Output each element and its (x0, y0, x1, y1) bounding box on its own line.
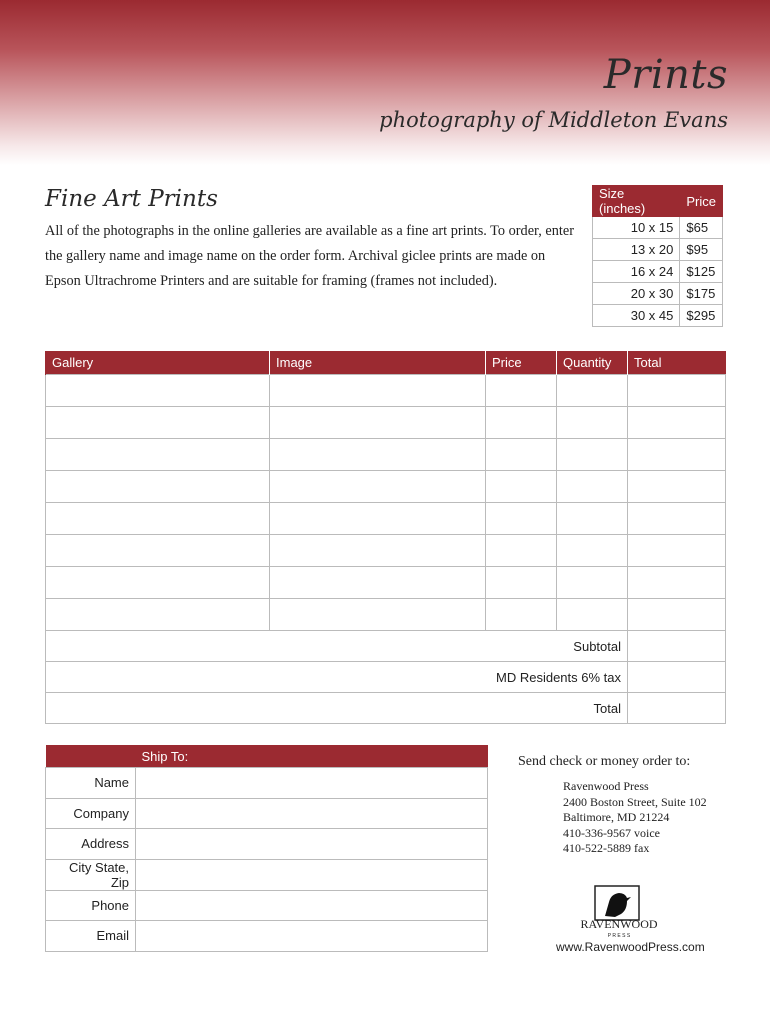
quantity-field[interactable] (557, 375, 628, 407)
page-subtitle: photography of Middleton Evans (379, 108, 728, 132)
total-field[interactable] (628, 471, 726, 503)
grand-total-field[interactable] (628, 693, 726, 724)
company-field[interactable] (136, 798, 488, 829)
price-header: Price (486, 351, 557, 375)
address-field[interactable] (136, 829, 488, 860)
order-row (46, 599, 726, 631)
total-field[interactable] (628, 503, 726, 535)
total-field[interactable] (628, 535, 726, 567)
logo-sub: P R E S S (607, 933, 631, 939)
order-row (46, 567, 726, 599)
image-field[interactable] (270, 375, 486, 407)
total-field[interactable] (628, 375, 726, 407)
total-field[interactable] (628, 567, 726, 599)
image-field[interactable] (270, 407, 486, 439)
price-field[interactable] (486, 439, 557, 471)
subtotal-field[interactable] (628, 631, 726, 662)
address-line: 410-336-9567 voice (563, 825, 660, 840)
address-line: 410-522-5889 fax (563, 841, 650, 855)
address-line: Ravenwood Press (563, 779, 649, 793)
website-link[interactable]: www.RavenwoodPress.com (556, 940, 705, 954)
total-field[interactable] (628, 439, 726, 471)
price-field[interactable] (486, 471, 557, 503)
address-label: Address (46, 829, 136, 860)
send-heading: Send check or money order to: (518, 754, 691, 769)
order-row (46, 503, 726, 535)
size-cell: 10 x 15 (593, 217, 680, 239)
email-label: Email (46, 921, 136, 952)
name-label: Name (46, 768, 136, 799)
ship-header-blank (46, 745, 136, 768)
gallery-field[interactable] (46, 375, 270, 407)
image-field[interactable] (270, 503, 486, 535)
image-field[interactable] (270, 599, 486, 631)
ship-to-table (45, 745, 488, 952)
city-state-zip-field[interactable] (136, 859, 488, 890)
price-field[interactable] (486, 407, 557, 439)
price-field[interactable] (486, 599, 557, 631)
quantity-field[interactable] (557, 599, 628, 631)
price-cell: $65 (680, 217, 723, 239)
name-field[interactable] (136, 768, 488, 799)
order-row (46, 471, 726, 503)
quantity-field[interactable] (557, 471, 628, 503)
phone-field[interactable] (136, 890, 488, 921)
section-title: Fine Art Prints (45, 186, 218, 212)
order-form-table (45, 351, 726, 724)
order-row (46, 407, 726, 439)
size-cell: 16 x 24 (593, 261, 680, 283)
price-cell: $125 (680, 261, 723, 283)
size-cell: 13 x 20 (593, 239, 680, 261)
price-field[interactable] (486, 567, 557, 599)
total-header: Total (628, 351, 726, 375)
total-label: Total (46, 693, 628, 724)
intro-text: All of the photographs in the online galleries are available as a fine art prints. To order, enter the gallery name and image name on the order form. Archival giclee prints are made on Epson Ultrachrome Printers and are suitable for framing (frames not included). (45, 223, 574, 289)
price-field[interactable] (486, 535, 557, 567)
gallery-field[interactable] (46, 503, 270, 535)
order-row (46, 439, 726, 471)
gallery-field[interactable] (46, 535, 270, 567)
gallery-header: Gallery (46, 351, 270, 375)
quantity-field[interactable] (557, 439, 628, 471)
price-field[interactable] (486, 375, 557, 407)
image-field[interactable] (270, 567, 486, 599)
gallery-field[interactable] (46, 471, 270, 503)
price-cell: $175 (680, 283, 723, 305)
quantity-field[interactable] (557, 535, 628, 567)
address-line: Baltimore, MD 21224 (563, 810, 670, 824)
image-field[interactable] (270, 439, 486, 471)
page-title: Prints (603, 52, 728, 98)
ship-to-header: Ship To: (136, 745, 488, 768)
price-field[interactable] (486, 503, 557, 535)
tax-field[interactable] (628, 662, 726, 693)
email-field[interactable] (136, 921, 488, 952)
company-label: Company (46, 798, 136, 829)
total-field[interactable] (628, 599, 726, 631)
city-state-zip-label: City State, Zip (46, 859, 136, 890)
gallery-field[interactable] (46, 407, 270, 439)
quantity-field[interactable] (557, 407, 628, 439)
gallery-field[interactable] (46, 599, 270, 631)
phone-label: Phone (46, 890, 136, 921)
price-cell: $95 (680, 239, 723, 261)
size-cell: 20 x 30 (593, 283, 680, 305)
logo-name: RAVENWOOD (580, 917, 658, 931)
gallery-field[interactable] (46, 439, 270, 471)
quantity-field[interactable] (557, 567, 628, 599)
address-line: 2400 Boston Street, Suite 102 (563, 794, 707, 809)
price-cell: $295 (680, 305, 723, 327)
mailing-address (563, 779, 707, 857)
order-row (46, 535, 726, 567)
price-header: Price (680, 186, 723, 217)
image-field[interactable] (270, 471, 486, 503)
quantity-header: Quantity (557, 351, 628, 375)
subtotal-label: Subtotal (46, 631, 628, 662)
size-header: Size (inches) (593, 186, 680, 217)
ravenwood-logo (575, 884, 663, 940)
size-price-table (592, 185, 723, 327)
quantity-field[interactable] (557, 503, 628, 535)
total-field[interactable] (628, 407, 726, 439)
tax-label: MD Residents 6% tax (46, 662, 628, 693)
raven-icon (605, 893, 631, 917)
image-header: Image (270, 351, 486, 375)
image-field[interactable] (270, 535, 486, 567)
gallery-field[interactable] (46, 567, 270, 599)
size-cell: 30 x 45 (593, 305, 680, 327)
order-row (46, 375, 726, 407)
